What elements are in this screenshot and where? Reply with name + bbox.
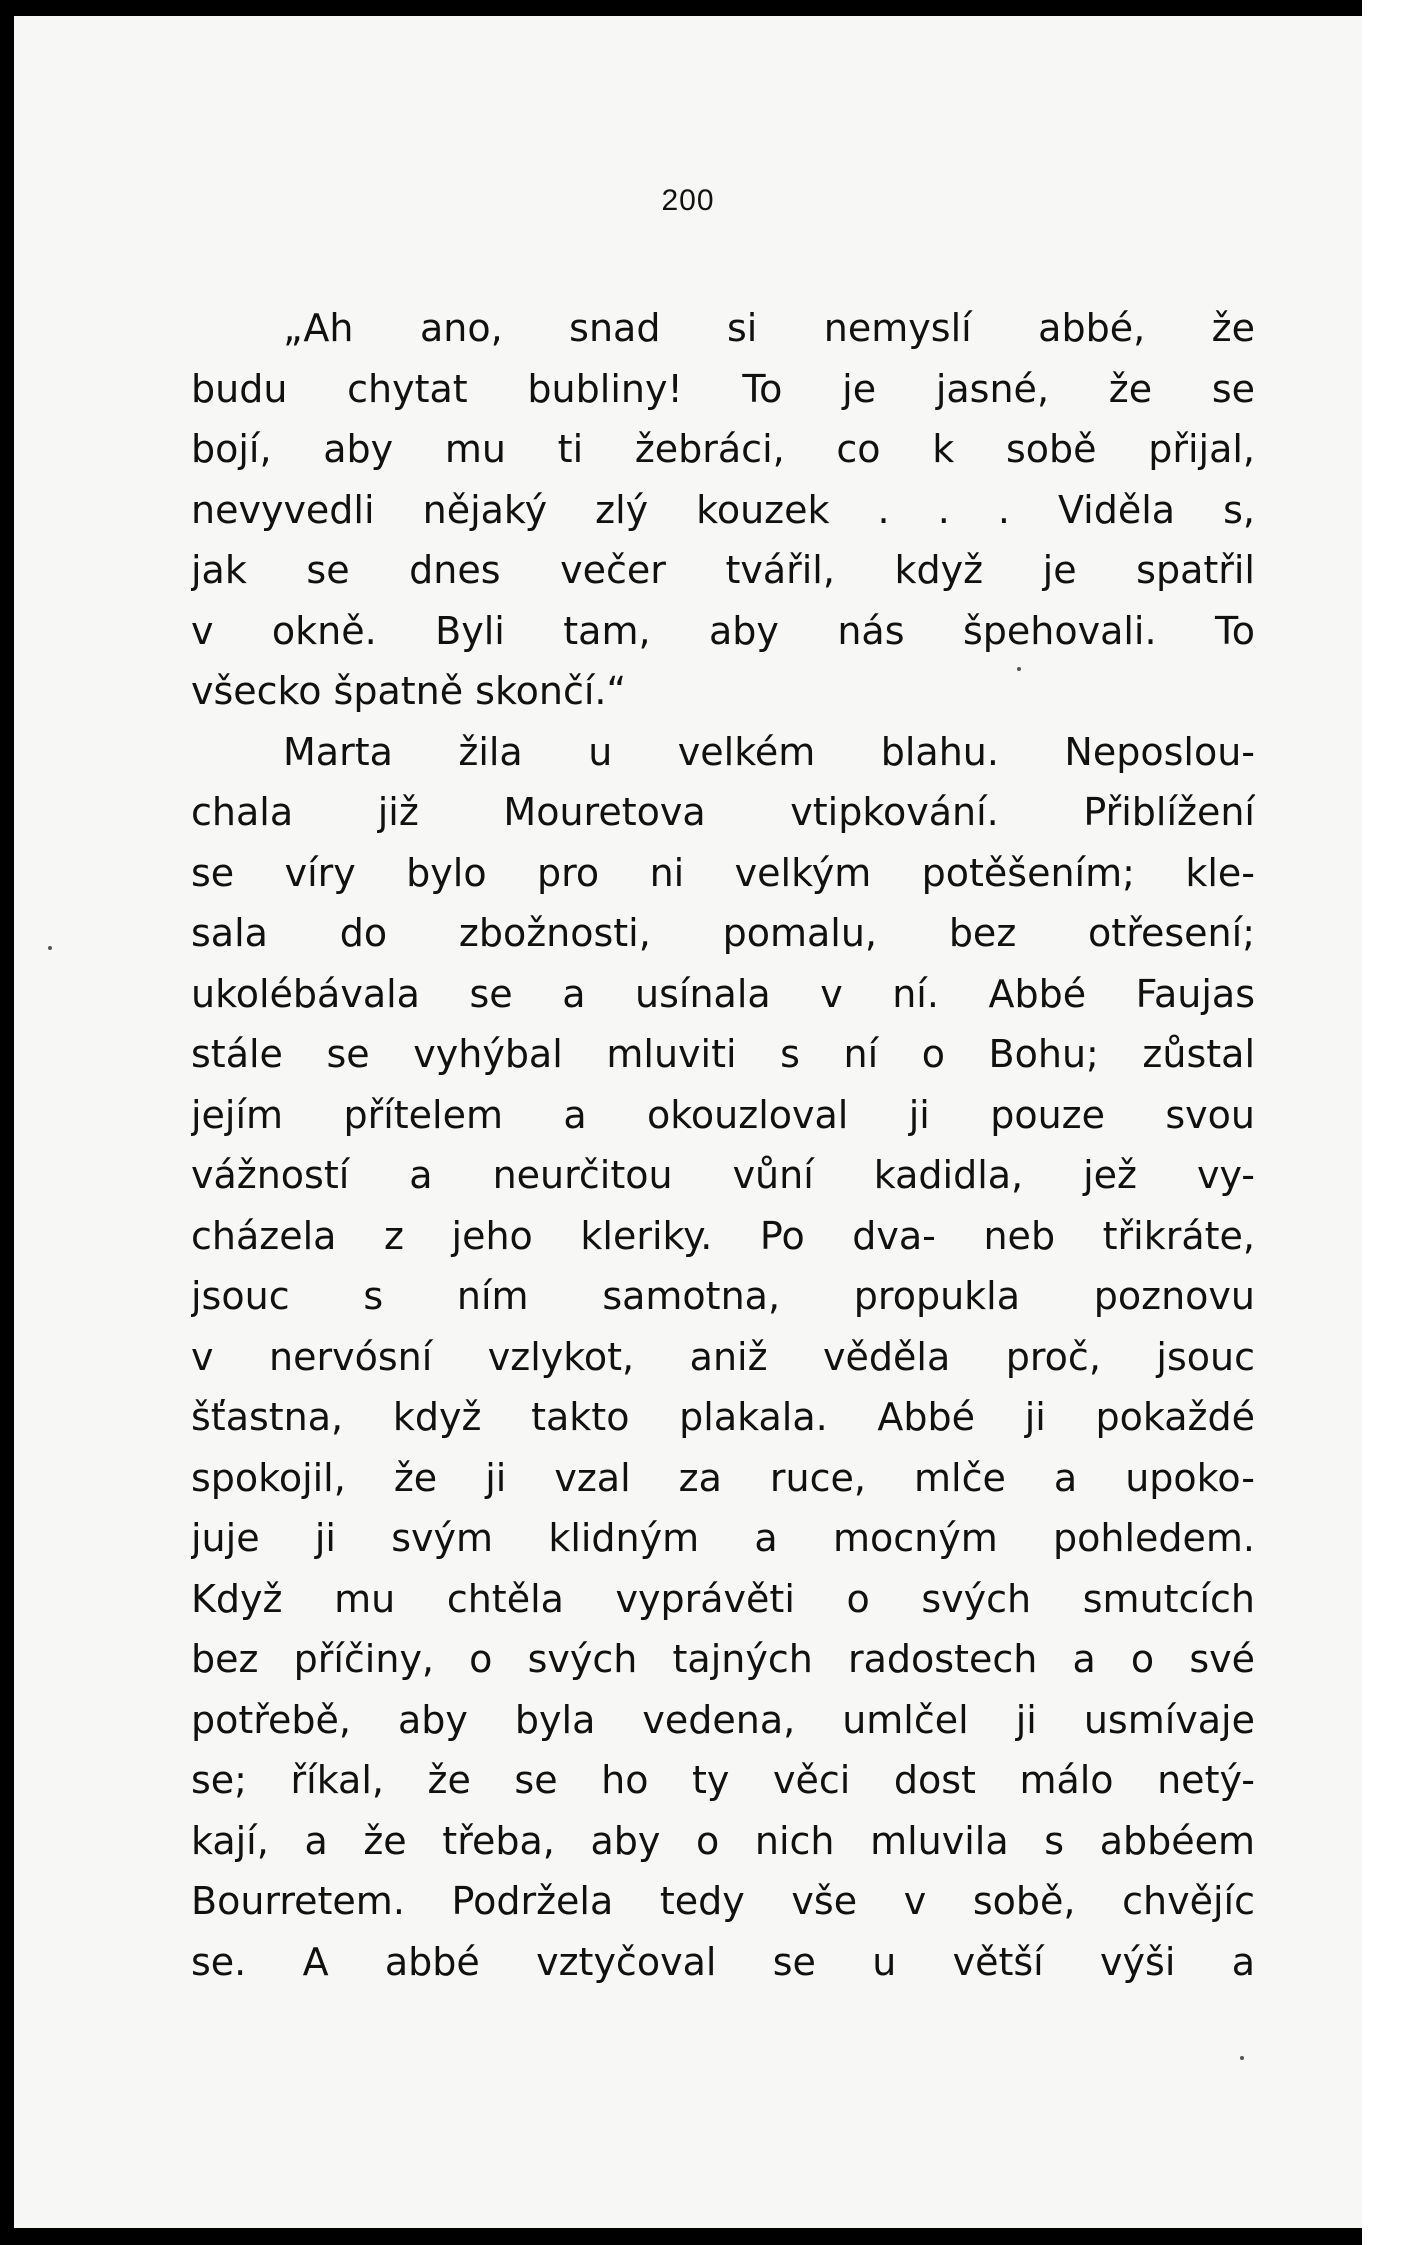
text-line: všecko špatně skončí.“ xyxy=(191,669,627,713)
text-line: chala již Mouretova vtipkování. Přiblížení xyxy=(191,790,1255,834)
text-line: bez příčiny, o svých tajných radostech a o své xyxy=(191,1637,1255,1681)
text-line: bojí, aby mu ti žebráci, co k sobě přijal, xyxy=(191,427,1255,471)
text-line: Marta žila u velkém blahu. Neposlou- xyxy=(283,729,1255,774)
text-line: „Ah ano, snad si nemyslí abbé, že xyxy=(283,306,1255,350)
text-line: stále se vyhýbal mluviti s ní o Bohu; zůstal xyxy=(191,1032,1255,1076)
text-line: sala do zbožnosti, pomalu, bez otřesení; xyxy=(191,911,1255,955)
text-line: potřebě, aby byla vedena, umlčel ji usmívaje xyxy=(191,1697,1255,1742)
text-line: Bourretem. Podržela tedy vše v sobě, chvějíc xyxy=(191,1879,1255,1923)
scan-margin xyxy=(1362,0,1401,2245)
page-number: 200 xyxy=(661,184,715,217)
scan-speck xyxy=(1017,667,1021,671)
text-line: se; říkal, že se ho ty věci dost málo netý- xyxy=(191,1758,1255,1802)
scan-speck xyxy=(1240,2056,1244,2060)
scan-speck xyxy=(48,946,52,950)
text-line: ukolébávala se a usínala v ní. Abbé Faujas xyxy=(191,971,1255,1016)
text-line: kají, a že třeba, aby o nich mluvila s abbéem xyxy=(191,1818,1255,1863)
body-text xyxy=(191,298,1255,1992)
book-page xyxy=(14,16,1362,2228)
text-line: spokojil, že ji vzal za ruce, mlče a upoko- xyxy=(191,1455,1255,1500)
text-line: se. A abbé vztyčoval se u větší výši a xyxy=(191,1939,1255,1984)
text-line: v okně. Byli tam, aby nás špehovali. To xyxy=(191,608,1255,653)
text-line: se víry bylo pro ni velkým potěšením; kle- xyxy=(191,850,1255,895)
text-line: budu chytat bubliny! To je jasné, že se xyxy=(191,366,1255,411)
text-line: cházela z jeho kleriky. Po dva- neb třikráte, xyxy=(191,1213,1255,1258)
text-line: jejím přítelem a okouzloval ji pouze svou xyxy=(191,1092,1255,1137)
text-line: jak se dnes večer tvářil, když je spatřil xyxy=(191,548,1255,592)
text-line: juje ji svým klidným a mocným pohledem. xyxy=(191,1516,1255,1560)
text-line: jsouc s ním samotna, propukla poznovu xyxy=(191,1274,1255,1318)
text-line: vážností a neurčitou vůní kadidla, jež vy- xyxy=(191,1153,1255,1197)
text-line: nevyvedli nějaký zlý kouzek . . . Viděla s, xyxy=(191,487,1255,532)
text-line: šťastna, když takto plakala. Abbé ji pokaždé xyxy=(191,1395,1255,1439)
text-line: v nervósní vzlykot, aniž věděla proč, jsouc xyxy=(191,1334,1255,1379)
text-line: Když mu chtěla vyprávěti o svých smutcích xyxy=(191,1576,1255,1621)
